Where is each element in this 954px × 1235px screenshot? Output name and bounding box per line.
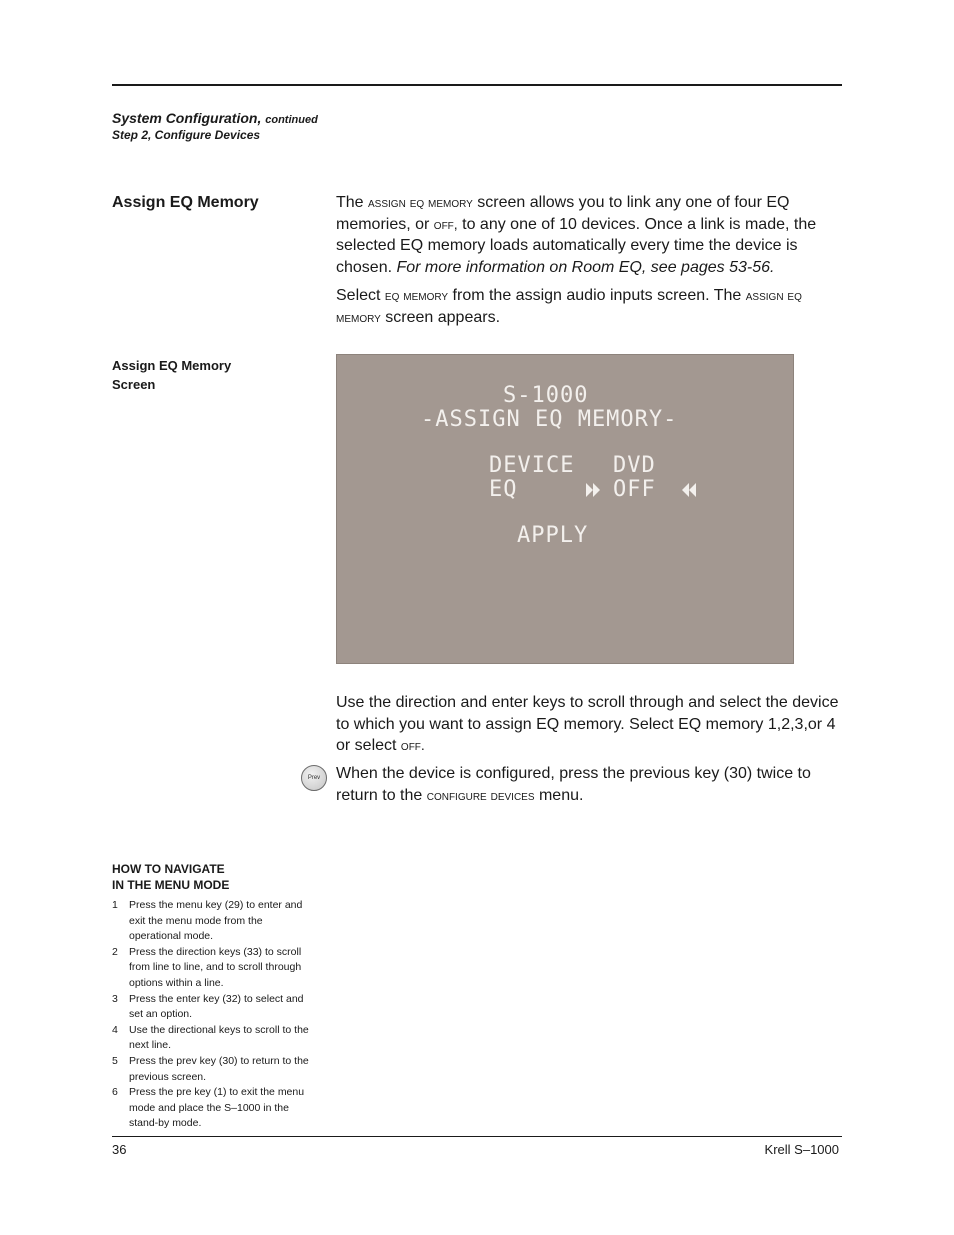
list-item: [112, 992, 312, 1023]
p1-italic-note: For more information on Room EQ, see pages 53-56.: [396, 258, 775, 276]
screen-title-line: -ASSIGN EQ MEMORY-: [421, 407, 678, 432]
p4-text-1: When the device is configured, press the previous key (30) twice to return to the: [336, 765, 811, 804]
double-arrow-right-icon: [585, 481, 601, 499]
list-item-number: 4: [112, 1023, 118, 1036]
select-paragraph: [336, 285, 842, 328]
p2-text-1: Select: [336, 287, 385, 304]
bottom-rule: [112, 1136, 842, 1137]
screen-eq-label: EQ: [489, 477, 518, 502]
p2-smallcaps-2: assign eq memory: [336, 287, 802, 325]
assign-eq-memory-screen: [336, 354, 794, 664]
p2-smallcaps-1: eq memory: [384, 287, 449, 303]
p1-smallcaps-1: assign eq memory: [368, 194, 473, 210]
p3-smallcaps-1: off.: [400, 737, 425, 753]
p4-smallcaps-1: configure devices: [426, 786, 535, 803]
list-item-number: 2: [112, 945, 118, 958]
nav-help-title-line1: HOW TO NAVIGATE: [112, 862, 225, 876]
nav-steps-list: [112, 898, 312, 1132]
p1-text-1: The: [336, 194, 369, 211]
list-item-text: Press the menu key (29) to enter and exit the menu mode from the operational mode.: [129, 899, 303, 943]
step-subtitle: Step 2, Configure Devices: [112, 128, 261, 142]
list-item-text: Use the directional keys to scroll to the next line.: [129, 1023, 309, 1052]
list-item: [112, 898, 312, 945]
side-heading: Assign EQ Memory: [112, 194, 259, 211]
list-item-number: 1: [112, 899, 118, 911]
continued-label: continued: [265, 114, 318, 126]
list-item-text: Press the enter key (32) to select and set an option.: [129, 992, 304, 1021]
scroll-paragraph: [336, 692, 842, 757]
page-number: 36: [112, 1142, 127, 1157]
p3-text-1: Use the direction and enter keys to scroll through and select the device to which you want to assign EQ memory. Select EQ memory 1,2,3,or 4 or select: [336, 694, 839, 754]
p1-text-3: to any one of 10 devices. Once a link is made, the selected EQ memory loads automatically every time the device is chosen.: [336, 215, 817, 276]
p1-smallcaps-2: off,: [433, 215, 458, 232]
screen-caption-line2: Screen: [112, 377, 156, 392]
prev-key-icon: Prev: [301, 765, 327, 791]
list-item-number: 6: [112, 1086, 118, 1099]
list-item-number: 5: [112, 1054, 118, 1067]
list-item: [112, 1023, 312, 1054]
double-arrow-left-icon: [681, 481, 697, 499]
list-item: [112, 945, 312, 992]
section-title-text: System Configuration,: [112, 110, 262, 126]
screen-apply-option: APPLY: [517, 523, 589, 548]
p2-text-2: from the assign audio inputs screen. The: [448, 287, 746, 304]
list-item-text: Press the pre key (1) to exit the menu mode and place the S–1000 in the stand-by mode.: [129, 1086, 305, 1130]
top-rule: [112, 84, 842, 86]
screen-device-value: DVD: [613, 453, 656, 478]
screen-eq-value: OFF: [613, 477, 656, 502]
nav-help-title-line2: IN THE MENU MODE: [112, 878, 230, 892]
p4-text-2: menu.: [534, 786, 584, 804]
nav-help-title: [112, 861, 229, 893]
screen-caption: [112, 356, 272, 394]
list-item: [112, 1054, 312, 1085]
configured-paragraph: [336, 763, 842, 806]
screen-device-label: DEVICE: [489, 453, 575, 478]
list-item-text: Press the prev key (30) to return to the previous screen.: [129, 1054, 309, 1083]
section-title: [112, 110, 318, 126]
list-item: [112, 1085, 312, 1132]
screen-caption-line1: Assign EQ Memory: [112, 358, 232, 373]
list-item-number: 3: [112, 992, 118, 1005]
intro-paragraph: [336, 192, 842, 278]
list-item-text: Press the direction keys (33) to scroll from line to line, and to scroll through options within a line.: [129, 945, 302, 989]
p1-text-2: screen allows you to link any one of four EQ memories, or: [336, 194, 790, 233]
p2-text-3: screen appears.: [380, 308, 501, 326]
screen-model-line: S-1000: [503, 383, 589, 408]
product-name: Krell S–1000: [764, 1142, 839, 1157]
